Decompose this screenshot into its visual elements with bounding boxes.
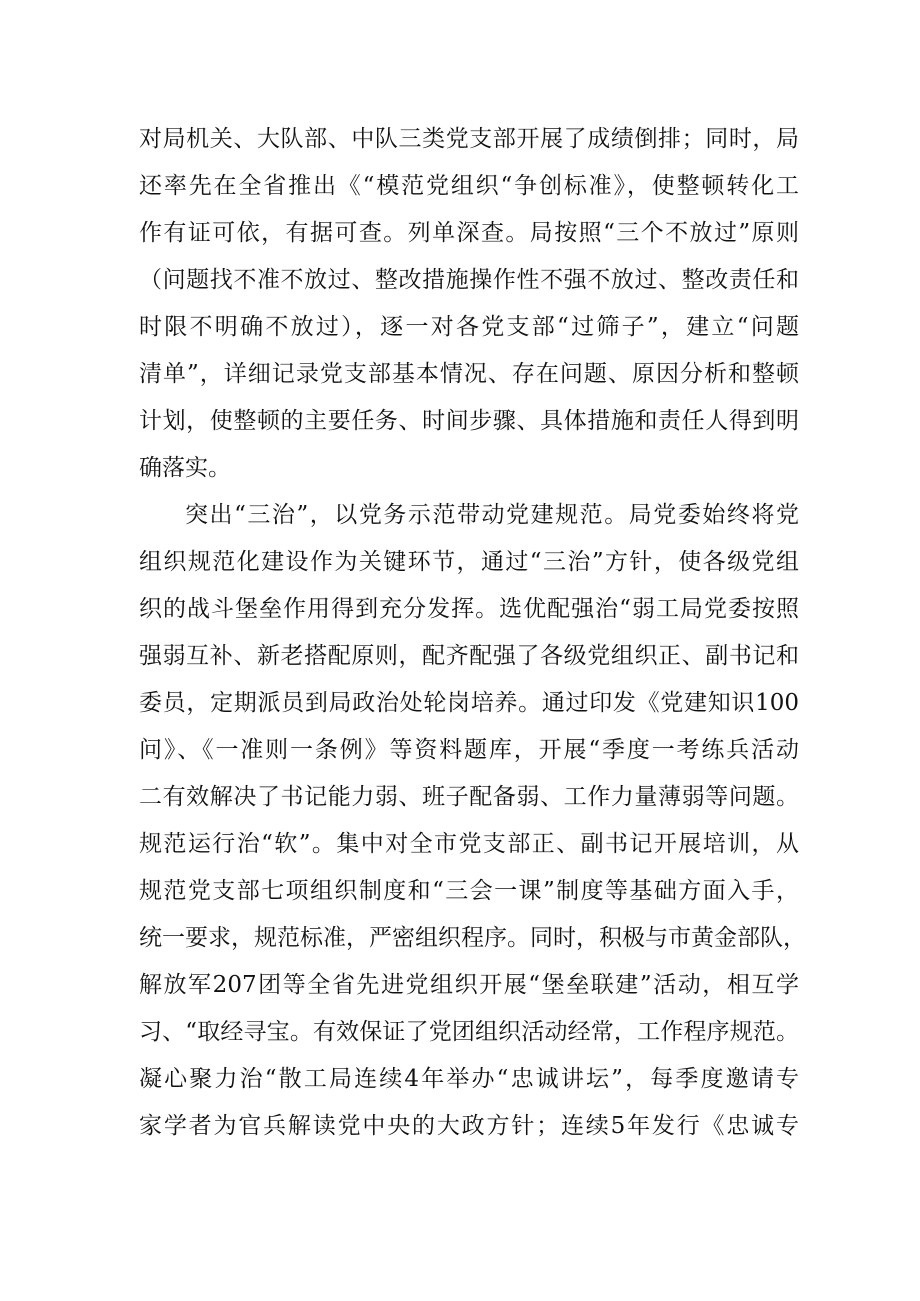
- text-line: 作有证可依，有据可查。列单深查。局按照“三个不放过”原则: [139, 220, 799, 246]
- text-line: 委员，定期派员到局政治处轮岗培养。通过印发《党建知识100: [139, 690, 799, 716]
- text-line: 解放军207团等全省先进党组织开展“堡垒联建”活动，相互学: [139, 972, 799, 998]
- text-line: 强弱互补、新老搭配原则，配齐配强了各级党组织正、副书记和: [139, 643, 799, 669]
- text-line: 二有效解决了书记能力弱、班子配备弱、工作力量薄弱等问题。: [139, 784, 799, 810]
- text-line: 组织规范化建设作为关键环节，通过“三治”方针，使各级党组: [139, 549, 799, 575]
- text-line: 问》、《一准则一条例》等资料题库，开展“季度一考练兵活动: [139, 737, 799, 763]
- text-line: 时限不明确不放过），逐一对各党支部“过筛子”，建立“问题: [139, 314, 799, 340]
- text-line: （问题找不准不放过、整改措施操作性不强不放过、整改责任和: [139, 267, 799, 293]
- text-line: 家学者为官兵解读党中央的大政方针；连续5年发行《忠诚专: [139, 1113, 799, 1139]
- text-line: 凝心聚力治“散工局连续4年举办“忠诚讲坛”，每季度邀请专: [139, 1066, 799, 1092]
- text-line: 还率先在全省推出《“模范党组织“争创标准》，使整顿转化工: [139, 173, 799, 199]
- paragraph-1: [139, 116, 799, 492]
- text-line: 突出“三治”，以党务示范带动党建规范。局党委始终将党: [185, 502, 799, 528]
- paragraph-2: [139, 492, 806, 1150]
- text-line: 规范运行治“软”。集中对全市党支部正、副书记开展培训，从: [139, 831, 799, 857]
- text-line: 计划，使整顿的主要任务、时间步骤、具体措施和责任人得到明: [139, 408, 799, 434]
- text-line: 规范党支部七项组织制度和“三会一课”制度等基础方面入手，: [139, 878, 799, 904]
- document-body: [139, 116, 806, 1150]
- text-line: 统一要求，规范标准，严密组织程序。同时，积极与市黄金部队，: [139, 925, 806, 951]
- text-line: 清单”，详细记录党支部基本情况、存在问题、原因分析和整顿: [139, 361, 799, 387]
- text-line: 织的战斗堡垒作用得到充分发挥。选优配强治“弱工局党委按照: [139, 596, 799, 622]
- text-line: 确落实。: [139, 455, 231, 481]
- text-line: 对局机关、大队部、中队三类党支部开展了成绩倒排；同时，局: [139, 126, 799, 152]
- text-line: 习、“取经寻宝。有效保证了党团组织活动经常，工作程序规范。: [139, 1019, 799, 1045]
